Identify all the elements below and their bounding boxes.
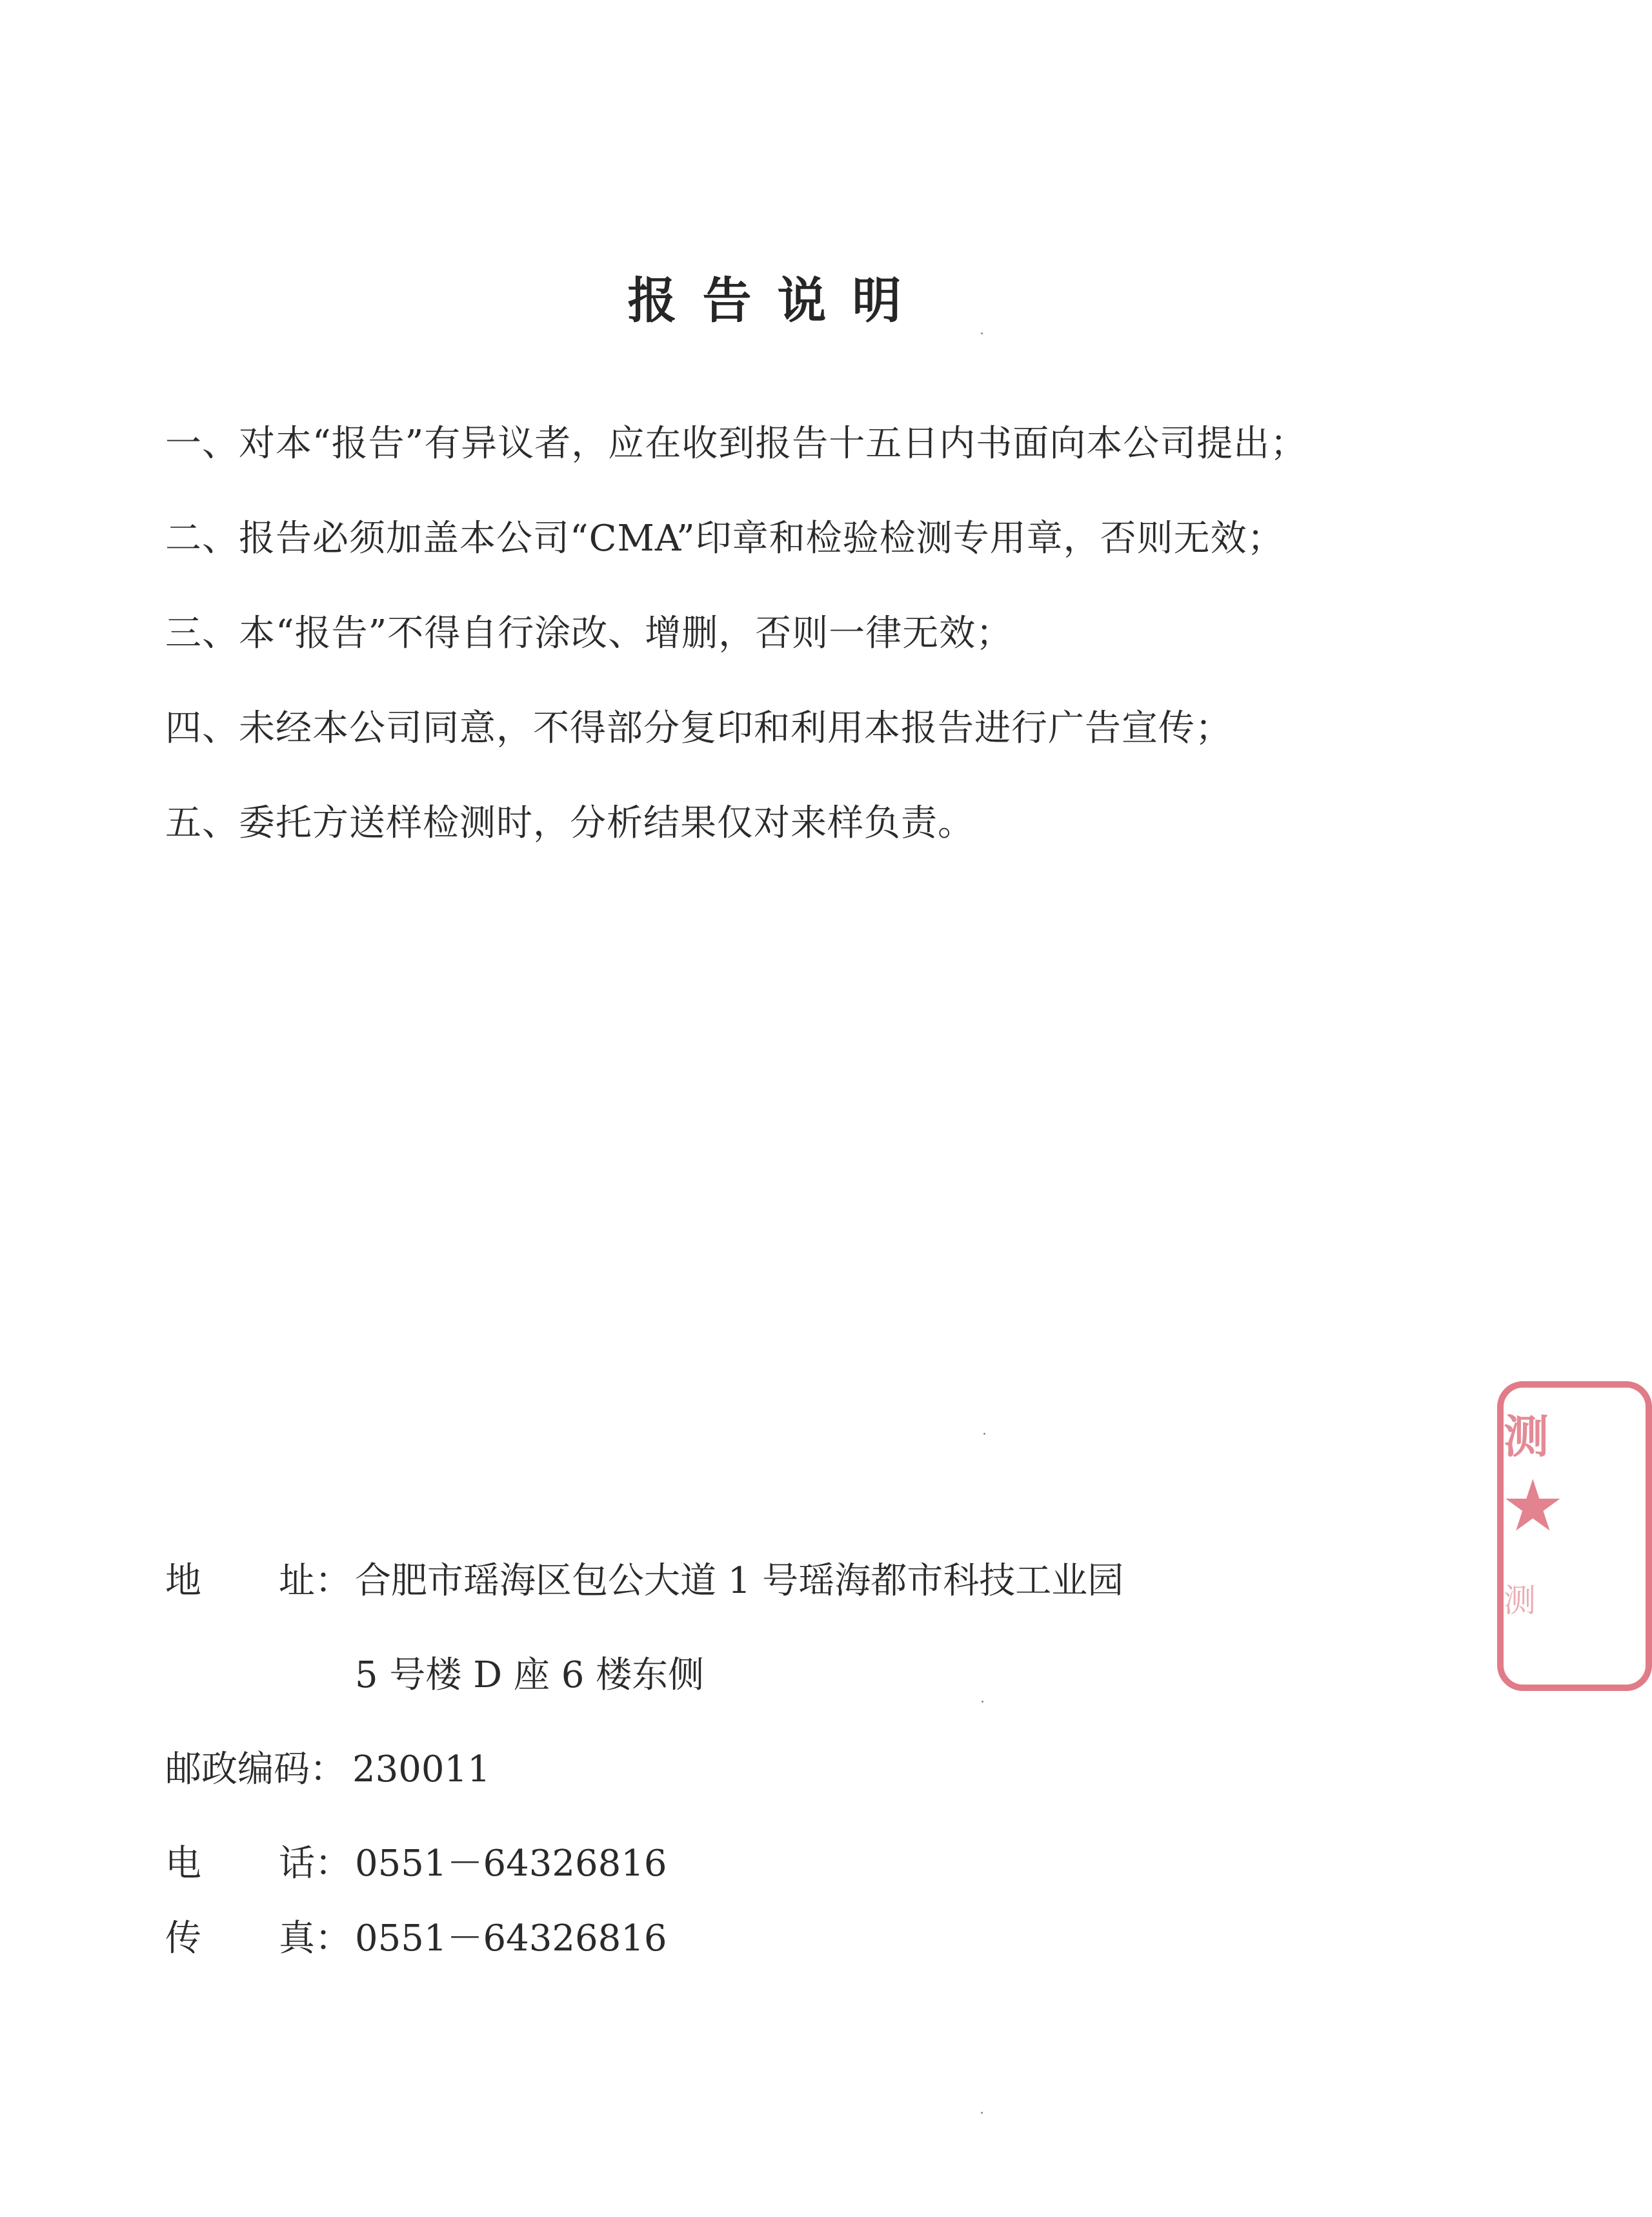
fax-row: [165, 1913, 1456, 1965]
address-label-char1: 地: [165, 1560, 201, 1602]
seal-stamp-text-top: 测: [1504, 1410, 1549, 1463]
terms-list: [165, 418, 1456, 893]
phone-value: 0551－64326816: [355, 1843, 667, 1885]
fax-label-char2: 真：: [279, 1918, 351, 1959]
address-label-char2: 址：: [279, 1560, 351, 1602]
fax-label-char1: 传: [165, 1918, 201, 1959]
phone-row: [165, 1838, 1456, 1890]
scan-speck: [981, 332, 983, 334]
term-item-5: 五、委托方送样检测时，分析结果仅对来样负责。: [165, 802, 974, 844]
postcode-value: 230011: [352, 1748, 490, 1790]
term-item-3: 三、本“报告”不得自行涂改、增删，否则一律无效；: [165, 612, 1013, 654]
address-line-2: 5 号楼 D 座 6 楼东侧: [355, 1654, 705, 1696]
phone-label-char2: 话：: [279, 1843, 351, 1885]
scan-speck: [983, 1433, 985, 1435]
term-item-4: 四、未经本公司同意，不得部分复印和利用本报告进行广告宣传；: [165, 707, 1232, 749]
seal-stamp-text-bottom: 测: [1504, 1582, 1536, 1619]
term-item-1: 一、对本“报告”有异议者，应在收到报告十五日内书面向本公司提出；: [165, 423, 1307, 465]
contact-block: [165, 1555, 1456, 1965]
page-title: 报告说明: [627, 272, 927, 329]
star-icon: ★: [1501, 1464, 1565, 1547]
term-item-2: 二、报告必须加盖本公司“CMA”印章和检验检测专用章，否则无效；: [165, 518, 1284, 560]
postcode-label: 邮政编码：: [165, 1748, 346, 1790]
address-line-1: 合肥市瑶海区包公大道 1 号瑶海都市科技工业园: [355, 1560, 1124, 1602]
scan-speck: [982, 1701, 983, 1703]
fax-value: 0551－64326816: [355, 1918, 667, 1959]
postcode-row: [165, 1744, 1456, 1796]
address-row: [165, 1555, 1456, 1607]
phone-label-char1: 电: [165, 1843, 201, 1885]
scan-speck: [981, 2112, 983, 2114]
address-row-2: [165, 1650, 1456, 1701]
